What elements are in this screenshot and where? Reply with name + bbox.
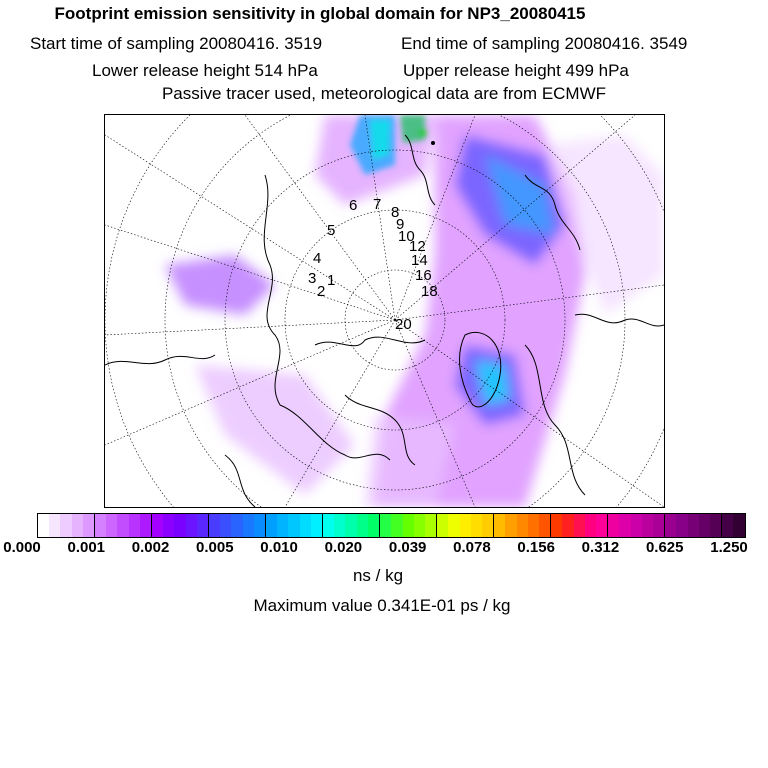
colorbar-swatch [243,514,254,537]
colorbar-swatch [379,514,391,537]
colorbar-swatch [83,514,94,537]
colorbar-swatch [585,514,596,537]
colorbar-swatch [277,514,288,537]
traj-label: 9 [396,216,405,233]
colorbar-swatch [357,514,368,537]
start-time-label: Start time of sampling 20080416. 3519 [30,34,323,53]
colorbar-swatch [631,514,642,537]
colorbar-swatch [721,514,733,537]
traj-label: 6 [349,197,358,214]
colorbar-swatch [676,514,687,537]
colorbar-swatch [254,514,265,537]
colorbar-swatch [425,514,436,537]
colorbar-swatch [562,514,573,537]
colorbar-swatch [688,514,699,537]
colorbar-swatch [596,514,607,537]
colorbar-swatch [607,514,619,537]
colorbar-swatch [664,514,676,537]
colorbar-swatch [471,514,482,537]
colorbar-tick-label: 1.250 [710,539,748,556]
colorbar-swatch [436,514,448,537]
traj-label: 20 [395,316,412,333]
colorbar-tick-label: 0.312 [581,539,620,556]
colorbar-swatch [550,514,562,537]
colorbar-swatch [186,514,197,537]
colorbar-swatch [140,514,151,537]
colorbar-tick-label: 0.010 [260,539,298,556]
colorbar-swatch [539,514,550,537]
colorbar-swatch [619,514,630,537]
sensitivity-field [165,115,664,507]
traj-label: 2 [317,283,326,300]
colorbar-swatch [448,514,459,537]
colorbar-swatch [265,514,277,537]
colorbar-swatch [288,514,299,537]
colorbar-swatch [710,514,721,537]
colorbar-swatch [528,514,539,537]
colorbar-swatch [300,514,311,537]
traj-label: 8 [391,204,400,221]
tracer-info: Passive tracer used, meteorological data are from ECMWF [161,84,607,103]
colorbar-tick-label: 0.039 [388,539,427,556]
colorbar-swatch [220,514,231,537]
maximum-value: Maximum value 0.341E-01 ps / kg [253,596,511,615]
colorbar-swatch [106,514,117,537]
colorbar-swatch [117,514,128,537]
colorbar-tick-label: 0.078 [453,539,491,556]
traj-label: 4 [313,250,322,267]
colorbar-swatch [322,514,334,537]
colorbar-swatch [403,514,414,537]
footprint-map [104,114,665,508]
end-time-label: End time of sampling 20080416. 3549 [401,34,688,53]
colorbar-swatch [334,514,345,537]
colorbar-tick-label: 0.020 [324,539,363,556]
colorbar-swatch [94,514,106,537]
colorbar-tick-label: 0.005 [196,539,234,556]
colorbar-swatch [642,514,653,537]
colorbar-swatch [60,514,71,537]
units-label: ns / kg [352,566,404,585]
colorbar-swatch [151,514,163,537]
colorbar-swatch [391,514,402,537]
trajectory-labels [308,196,438,333]
colorbar-tick-label: 0.625 [645,539,684,556]
traj-label: 18 [421,283,438,300]
colorbar-swatch [72,514,83,537]
colorbar-swatch [129,514,140,537]
colorbar-swatch [574,514,585,537]
colorbar-tick-label: 0.002 [131,539,170,556]
colorbar-swatch [345,514,356,537]
colorbar-swatch [493,514,505,537]
colorbar-swatch [460,514,471,537]
traj-label: 3 [308,270,317,287]
colorbar-swatch [231,514,242,537]
colorbar-tick-label: 0.000 [3,539,41,556]
colorbar-swatch [197,514,208,537]
colorbar-tick-label: 0.156 [517,539,555,556]
traj-label: 14 [411,252,428,269]
traj-label: 16 [415,267,432,284]
colorbar-swatch [733,514,744,537]
lower-release-label: Lower release height 514 hPa [92,61,318,80]
traj-label: 1 [327,272,336,289]
plot-title: Footprint emission sensitivity in global domain for NP3_20080415 [54,4,586,23]
colorbar [37,513,746,538]
traj-label: 12 [409,238,426,255]
colorbar-swatch [368,514,379,537]
colorbar-swatch [163,514,174,537]
colorbar-swatch [208,514,220,537]
colorbar-swatch [38,514,49,537]
colorbar-tick-label: 0.001 [67,539,106,556]
colorbar-swatch [482,514,493,537]
colorbar-swatch [49,514,60,537]
colorbar-swatch [699,514,710,537]
colorbar-swatch [517,514,528,537]
upper-release-label: Upper release height 499 hPa [403,61,629,80]
colorbar-swatch [311,514,322,537]
colorbar-swatch [653,514,664,537]
traj-label: 10 [398,228,415,245]
colorbar-swatch [174,514,185,537]
colorbar-swatch [414,514,425,537]
traj-label: 5 [327,222,336,239]
traj-label: 7 [373,196,382,213]
map-canvas [105,115,664,507]
colorbar-swatch [505,514,516,537]
